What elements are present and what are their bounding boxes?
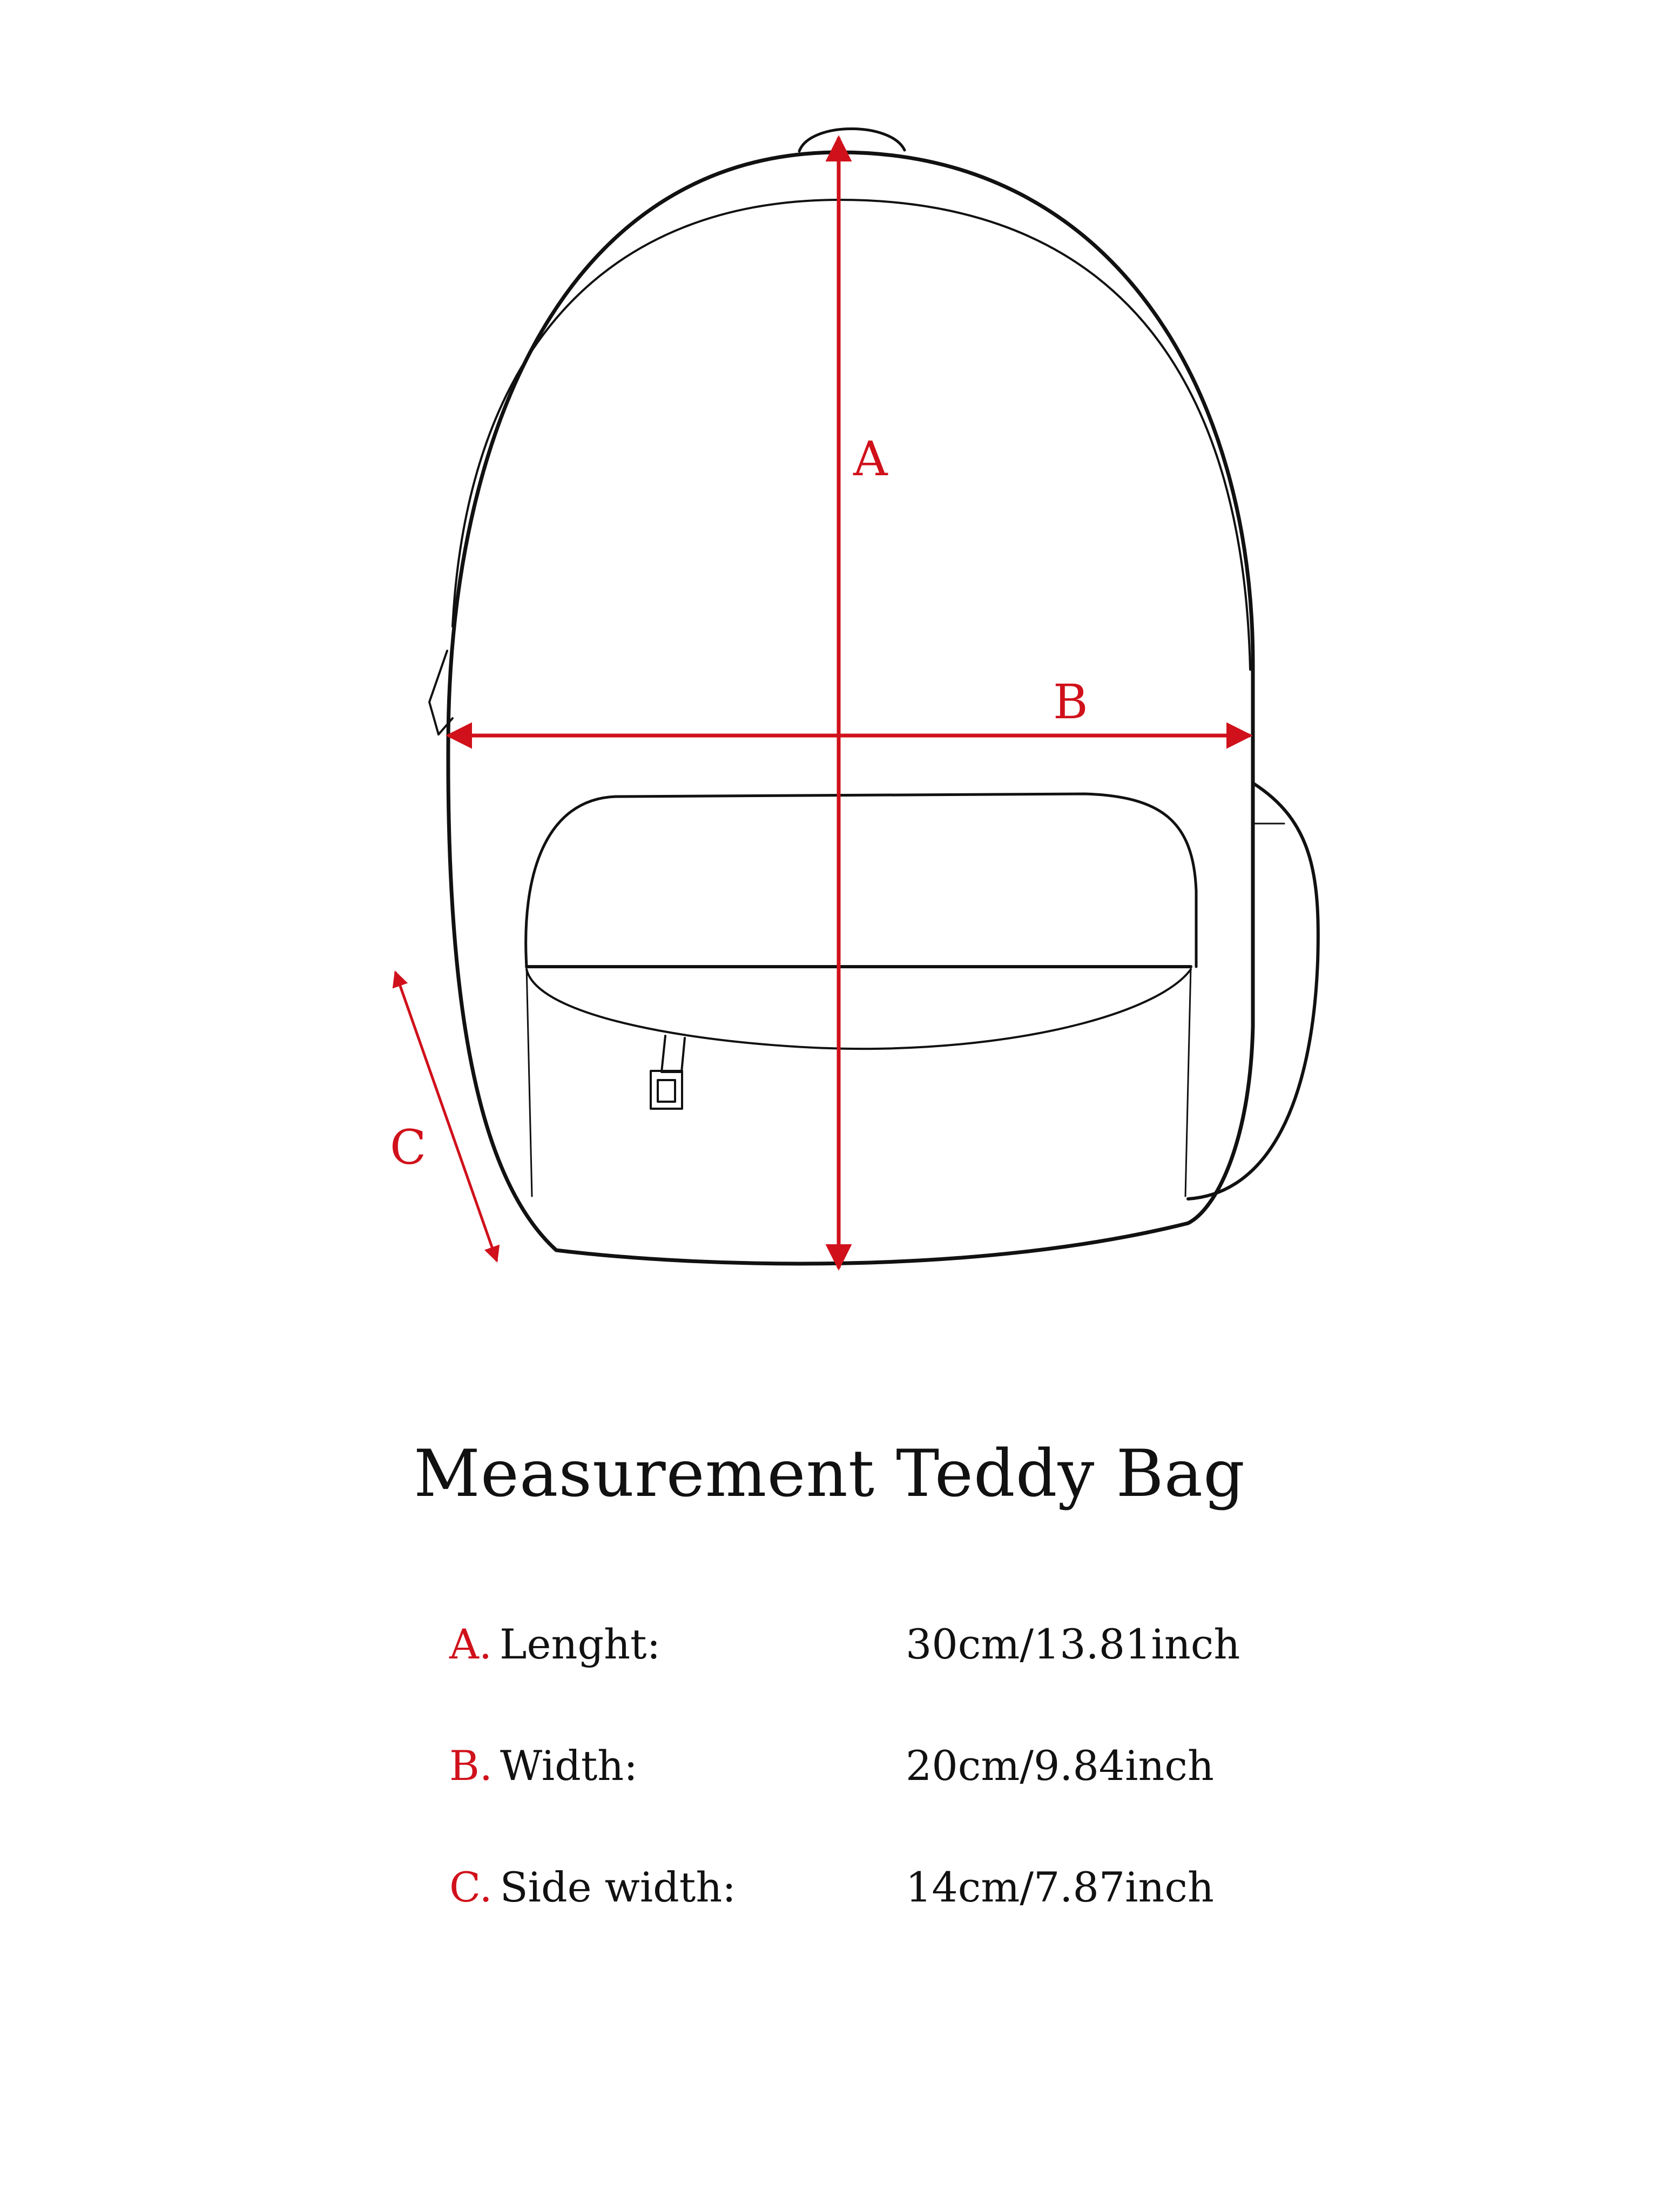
backpack-body bbox=[448, 152, 1253, 1264]
spec-value: 14cm/7.87inch bbox=[906, 1863, 1214, 1911]
spec-letter: C. bbox=[449, 1863, 493, 1911]
backpack-outline bbox=[429, 129, 1318, 1263]
front-pocket-curve bbox=[527, 969, 1191, 1049]
top-handle bbox=[799, 129, 905, 151]
front-pocket-flap bbox=[526, 794, 1196, 967]
dimension-label-b: B bbox=[1053, 674, 1088, 730]
spec-label: Width: bbox=[500, 1742, 638, 1790]
spec-label: Side width: bbox=[500, 1863, 736, 1911]
front-zipper-pull bbox=[651, 1036, 685, 1109]
spec-row-length bbox=[449, 1615, 1259, 1674]
spec-letter: B. bbox=[449, 1742, 493, 1790]
spec-value: 20cm/9.84inch bbox=[906, 1742, 1214, 1790]
spec-value: 30cm/13.81inch bbox=[906, 1620, 1240, 1668]
dimension-label-c: C bbox=[390, 1120, 427, 1175]
dimension-arrow-c bbox=[395, 972, 497, 1261]
page-title: Measurement Teddy Bag bbox=[414, 1437, 1245, 1512]
spec-letter: A. bbox=[449, 1620, 493, 1668]
spec-row-side-width bbox=[449, 1858, 1259, 1917]
front-pocket-left-side bbox=[527, 967, 532, 1196]
spec-label: Lenght: bbox=[500, 1620, 661, 1668]
dimension-label-a: A bbox=[853, 431, 888, 487]
top-panel-seam bbox=[453, 200, 1250, 670]
front-pocket-right-side bbox=[1185, 967, 1191, 1196]
dimension-arrows bbox=[395, 138, 1250, 1268]
spec-row-width bbox=[449, 1736, 1259, 1796]
